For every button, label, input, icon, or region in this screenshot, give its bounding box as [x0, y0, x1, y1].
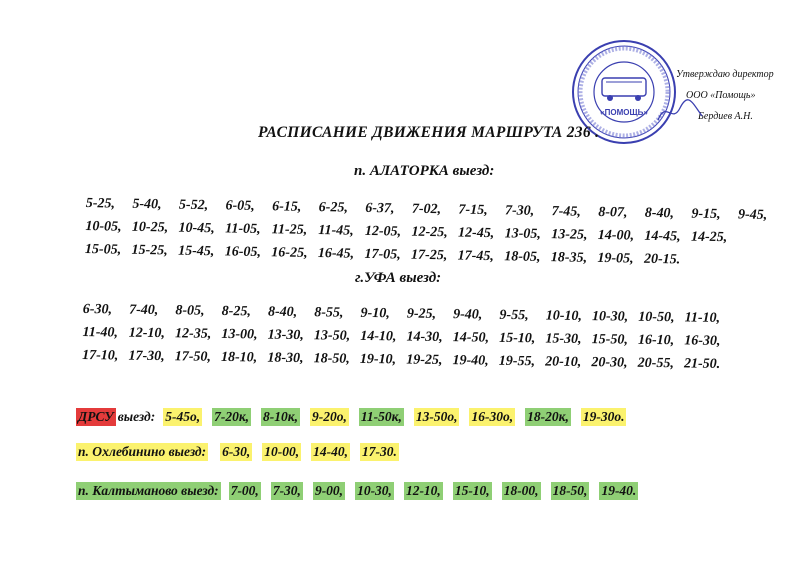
departure-time: 7-02,: [411, 201, 442, 218]
departure-time: 10-10,: [545, 308, 583, 324]
departure-time: 13-00,: [221, 326, 258, 343]
departure-time: 9-45,: [737, 207, 768, 223]
departure-time: 6-30,: [82, 301, 113, 318]
departure-time: 10-30,: [591, 309, 629, 325]
departure-time: 19-05,: [597, 250, 634, 267]
departure-time: 18-20к,: [527, 409, 569, 424]
departure-time: 18-00,: [503, 483, 539, 498]
departure-time: 18-30,: [267, 350, 304, 367]
departure-time: 8-07,: [598, 204, 628, 221]
section-heading-alatorka: п. АЛАТОРКА выезд:: [354, 163, 495, 179]
drsu-departures: [76, 408, 636, 426]
departure-time: 9-15,: [691, 206, 721, 223]
departure-time: 15-05,: [84, 241, 122, 258]
times-ufa: [82, 298, 793, 377]
departure-time: 15-50,: [591, 332, 629, 348]
departure-time: 9-55,: [499, 307, 529, 324]
departure-time: 19-25,: [406, 352, 443, 369]
kaltymanovo-departures: [76, 482, 648, 500]
departure-time: 18-35,: [550, 250, 588, 266]
departure-time: 18-10,: [220, 349, 258, 366]
departure-time: 20-10,: [545, 354, 582, 370]
departure-time: 17-30.: [362, 444, 397, 459]
departure-time: 15-10,: [454, 483, 490, 498]
departure-time: 8-40,: [267, 304, 298, 320]
departure-time: 8-40,: [644, 205, 675, 222]
departure-time: 6-05,: [225, 198, 255, 214]
departure-time: 5-25,: [85, 195, 116, 212]
departure-time: 7-45,: [551, 204, 581, 220]
departure-time: 12-25,: [411, 224, 448, 241]
departure-time: 13-50,: [313, 328, 351, 344]
departure-time: 9-00,: [314, 483, 344, 498]
departure-time: 7-15,: [458, 202, 488, 219]
departure-time: 11-40,: [82, 324, 119, 341]
departure-time: 18-05,: [504, 249, 541, 265]
departure-time: 16-10,: [637, 332, 675, 349]
departure-time: 10-50,: [638, 309, 675, 326]
departure-time: 6-25,: [318, 200, 349, 216]
approval-company: ООО «Помощь»: [686, 90, 756, 101]
departure-time: 8-25,: [221, 303, 251, 320]
departure-time: 17-30,: [128, 348, 165, 365]
departure-time: 12-10,: [405, 483, 441, 498]
departure-time: 16-25,: [271, 245, 308, 261]
departure-time: 11-05,: [225, 221, 261, 238]
departure-time: 7-30,: [272, 483, 301, 498]
departure-time: 10-25,: [131, 219, 169, 236]
departure-time: 15-30,: [545, 331, 582, 347]
departure-time: 12-35,: [174, 326, 212, 342]
departure-time: 6-15,: [272, 199, 302, 215]
departure-time: 11-25,: [271, 222, 308, 238]
departure-time: 16-30о,: [471, 409, 514, 424]
departure-time: 11-50к,: [360, 409, 402, 424]
departure-time: 17-25,: [410, 247, 448, 264]
departure-time: 7-00,: [230, 483, 259, 498]
departure-time: 14-10,: [360, 328, 397, 345]
departure-time: 19-10,: [359, 351, 397, 368]
okhlebinino-label: п. Охлебинино выезд:: [78, 444, 207, 459]
departure-time: 17-10,: [82, 347, 119, 364]
approval-title: Утверждаю директор: [676, 69, 774, 80]
departure-time: 20-30,: [591, 355, 628, 371]
departure-time: 14-30,: [406, 329, 443, 346]
departure-time: 12-45,: [457, 225, 495, 242]
departure-time: 17-05,: [364, 246, 401, 263]
times-alatorka: [85, 192, 786, 273]
departure-time: 14-50,: [452, 330, 490, 346]
departure-time: 14-00,: [597, 227, 635, 244]
departure-time: 19-30о.: [582, 409, 625, 424]
departure-time: 12-05,: [364, 223, 402, 240]
departure-time: 12-10,: [128, 325, 166, 342]
departure-time: 5-52,: [178, 197, 209, 214]
departure-time: 15-25,: [131, 242, 168, 259]
departure-time: 5-40,: [132, 196, 162, 213]
drsu-label-suffix: выезд:: [117, 409, 156, 424]
departure-time: 17-45,: [457, 248, 494, 265]
departure-time: 19-40,: [452, 353, 489, 369]
departure-time: 14-40,: [313, 444, 348, 459]
departure-time: 8-10к,: [263, 409, 299, 424]
kaltymanovo-label: п. Калтыманово выезд:: [78, 483, 219, 498]
departure-time: 19-40.: [601, 483, 637, 498]
departure-time: 6-30,: [222, 444, 251, 459]
departure-time: 7-30,: [504, 203, 535, 219]
okhlebinino-departures: [76, 443, 409, 461]
departure-time: 18-50,: [313, 351, 350, 367]
stamp-center-text: «ПОМОЩЬ»: [600, 108, 648, 117]
departure-time: 13-30,: [267, 327, 304, 344]
departure-time: 11-45,: [318, 223, 354, 239]
departure-time: 7-20к,: [214, 409, 250, 424]
departure-time: 11-10,: [684, 310, 721, 326]
departure-time: 14-25,: [690, 229, 728, 246]
departure-time: 7-40,: [129, 302, 159, 319]
page-title: РАСПИСАНИЕ ДВИЖЕНИЯ МАРШРУТА 236 .: [258, 124, 600, 141]
departure-time: 9-40,: [453, 307, 483, 323]
departure-time: 14-45,: [644, 228, 681, 245]
departure-time: 5-45о,: [165, 409, 201, 424]
departure-time: 8-05,: [175, 303, 205, 319]
departure-time: 9-10,: [360, 305, 390, 322]
approval-signatory: Бердиев А.Н.: [698, 111, 753, 122]
departure-time: 20-15.: [643, 251, 681, 268]
departure-time: 13-50о,: [415, 409, 458, 424]
departure-time: 17-50,: [174, 349, 212, 365]
departure-time: 20-55,: [637, 355, 674, 372]
signature: [650, 96, 710, 126]
departure-time: 10-30,: [357, 483, 392, 498]
departure-time: 19-55,: [498, 353, 536, 370]
departure-time: 21-50.: [683, 356, 721, 372]
departure-time: 18-50,: [552, 483, 588, 498]
departure-time: 10-45,: [178, 220, 215, 237]
departure-time: 9-25,: [406, 306, 437, 322]
drsu-label: ДРСУ: [78, 409, 114, 424]
departure-time: 6-37,: [365, 200, 395, 217]
section-heading-ufa: г.УФА выезд:: [355, 270, 442, 286]
departure-time: 10-00,: [264, 444, 300, 459]
departure-time: 9-20о,: [312, 409, 347, 424]
departure-time: 10-05,: [85, 218, 122, 235]
departure-time: 13-05,: [504, 226, 541, 242]
departure-time: 8-55,: [314, 305, 344, 321]
departure-time: 16-45,: [317, 246, 355, 262]
departure-time: 16-30,: [684, 333, 721, 349]
departure-time: 15-10,: [499, 330, 536, 347]
departure-time: 16-05,: [224, 244, 262, 261]
departure-time: 15-45,: [178, 243, 215, 260]
departure-time: 13-25,: [551, 227, 588, 243]
